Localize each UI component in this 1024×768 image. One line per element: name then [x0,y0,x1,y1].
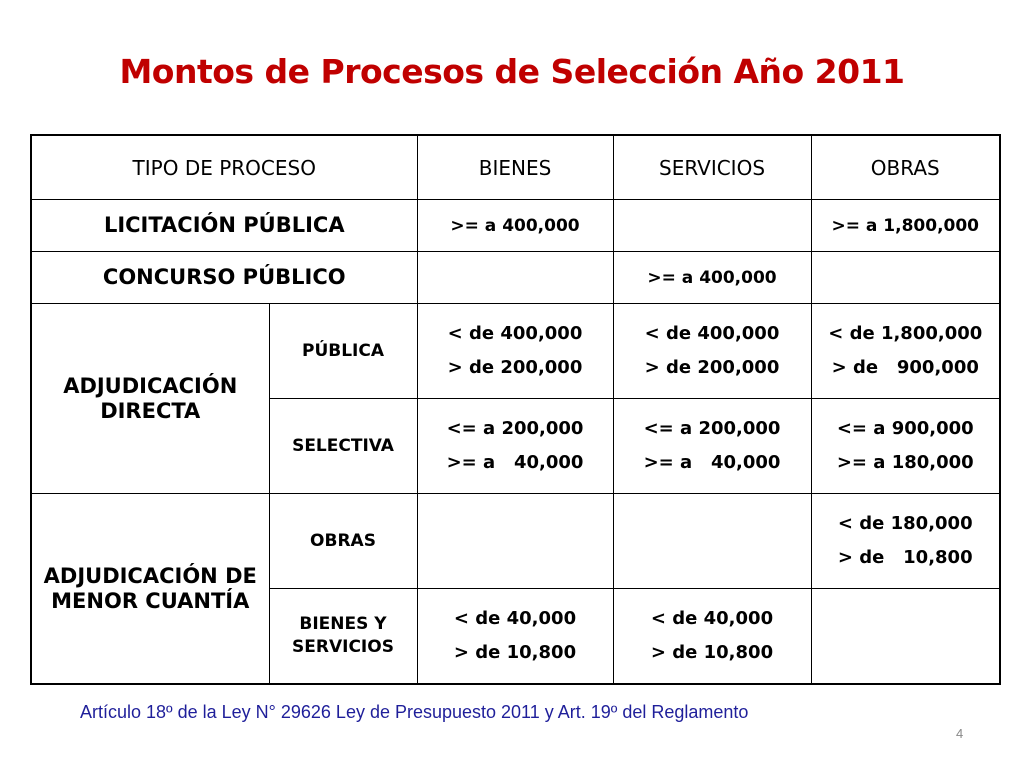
cell-menor-bys-bienes: < de 40,000 > de 10,800 [417,589,613,685]
cell-concurso-obras [811,252,1000,304]
legal-footnote: Artículo 18º de la Ley N° 29626 Ley de Presupuesto 2011 y Art. 19º del Reglamento [80,702,749,722]
slide-title: Montos de Procesos de Selección Año 2011 [119,52,905,91]
row-label-licitacion: LICITACIÓN PÚBLICA [31,200,417,252]
cell-licitacion-servicios [613,200,811,252]
subrow-label-obras: OBRAS [269,494,417,589]
cell-menor-bys-servicios: < de 40,000 > de 10,800 [613,589,811,685]
cell-selectiva-bienes: <= a 200,000 >= a 40,000 [417,399,613,494]
cell-licitacion-bienes: >= a 400,000 [417,200,613,252]
cell-selectiva-servicios: <= a 200,000 >= a 40,000 [613,399,811,494]
subrow-label-bienes-servicios: BIENES Y SERVICIOS [269,589,417,685]
cell-publica-servicios: < de 400,000 > de 200,000 [613,304,811,399]
page-number: 4 [956,726,964,741]
header-bienes: BIENES [417,135,613,200]
header-servicios: SERVICIOS [613,135,811,200]
cell-menor-obras-bienes [417,494,613,589]
header-tipo-de-proceso: TIPO DE PROCESO [31,135,417,200]
row-label-adj-menor-cuantia: ADJUDICACIÓN DE MENOR CUANTÍA [31,494,269,685]
cell-menor-obras-obras: < de 180,000 > de 10,800 [811,494,1000,589]
row-label-adj-directa: ADJUDICACIÓN DIRECTA [31,304,269,494]
cell-licitacion-obras: >= a 1,800,000 [811,200,1000,252]
subrow-label-publica: PÚBLICA [269,304,417,399]
cell-publica-bienes: < de 400,000 > de 200,000 [417,304,613,399]
cell-menor-bys-obras [811,589,1000,685]
cell-selectiva-obras: <= a 900,000 >= a 180,000 [811,399,1000,494]
table-row-adj-menor-obras [31,494,1000,589]
cell-publica-obras: < de 1,800,000 > de 900,000 [811,304,1000,399]
header-obras: OBRAS [811,135,1000,200]
cell-menor-obras-servicios [613,494,811,589]
thresholds-table [30,134,1001,685]
row-label-concurso: CONCURSO PÚBLICO [31,252,417,304]
table-row-licitacion [31,200,1000,252]
cell-concurso-servicios: >= a 400,000 [613,252,811,304]
table-row-concurso [31,252,1000,304]
subrow-label-selectiva: SELECTIVA [269,399,417,494]
table-row-adj-directa-publica [31,304,1000,399]
table-header-row [31,135,1000,200]
cell-concurso-bienes [417,252,613,304]
